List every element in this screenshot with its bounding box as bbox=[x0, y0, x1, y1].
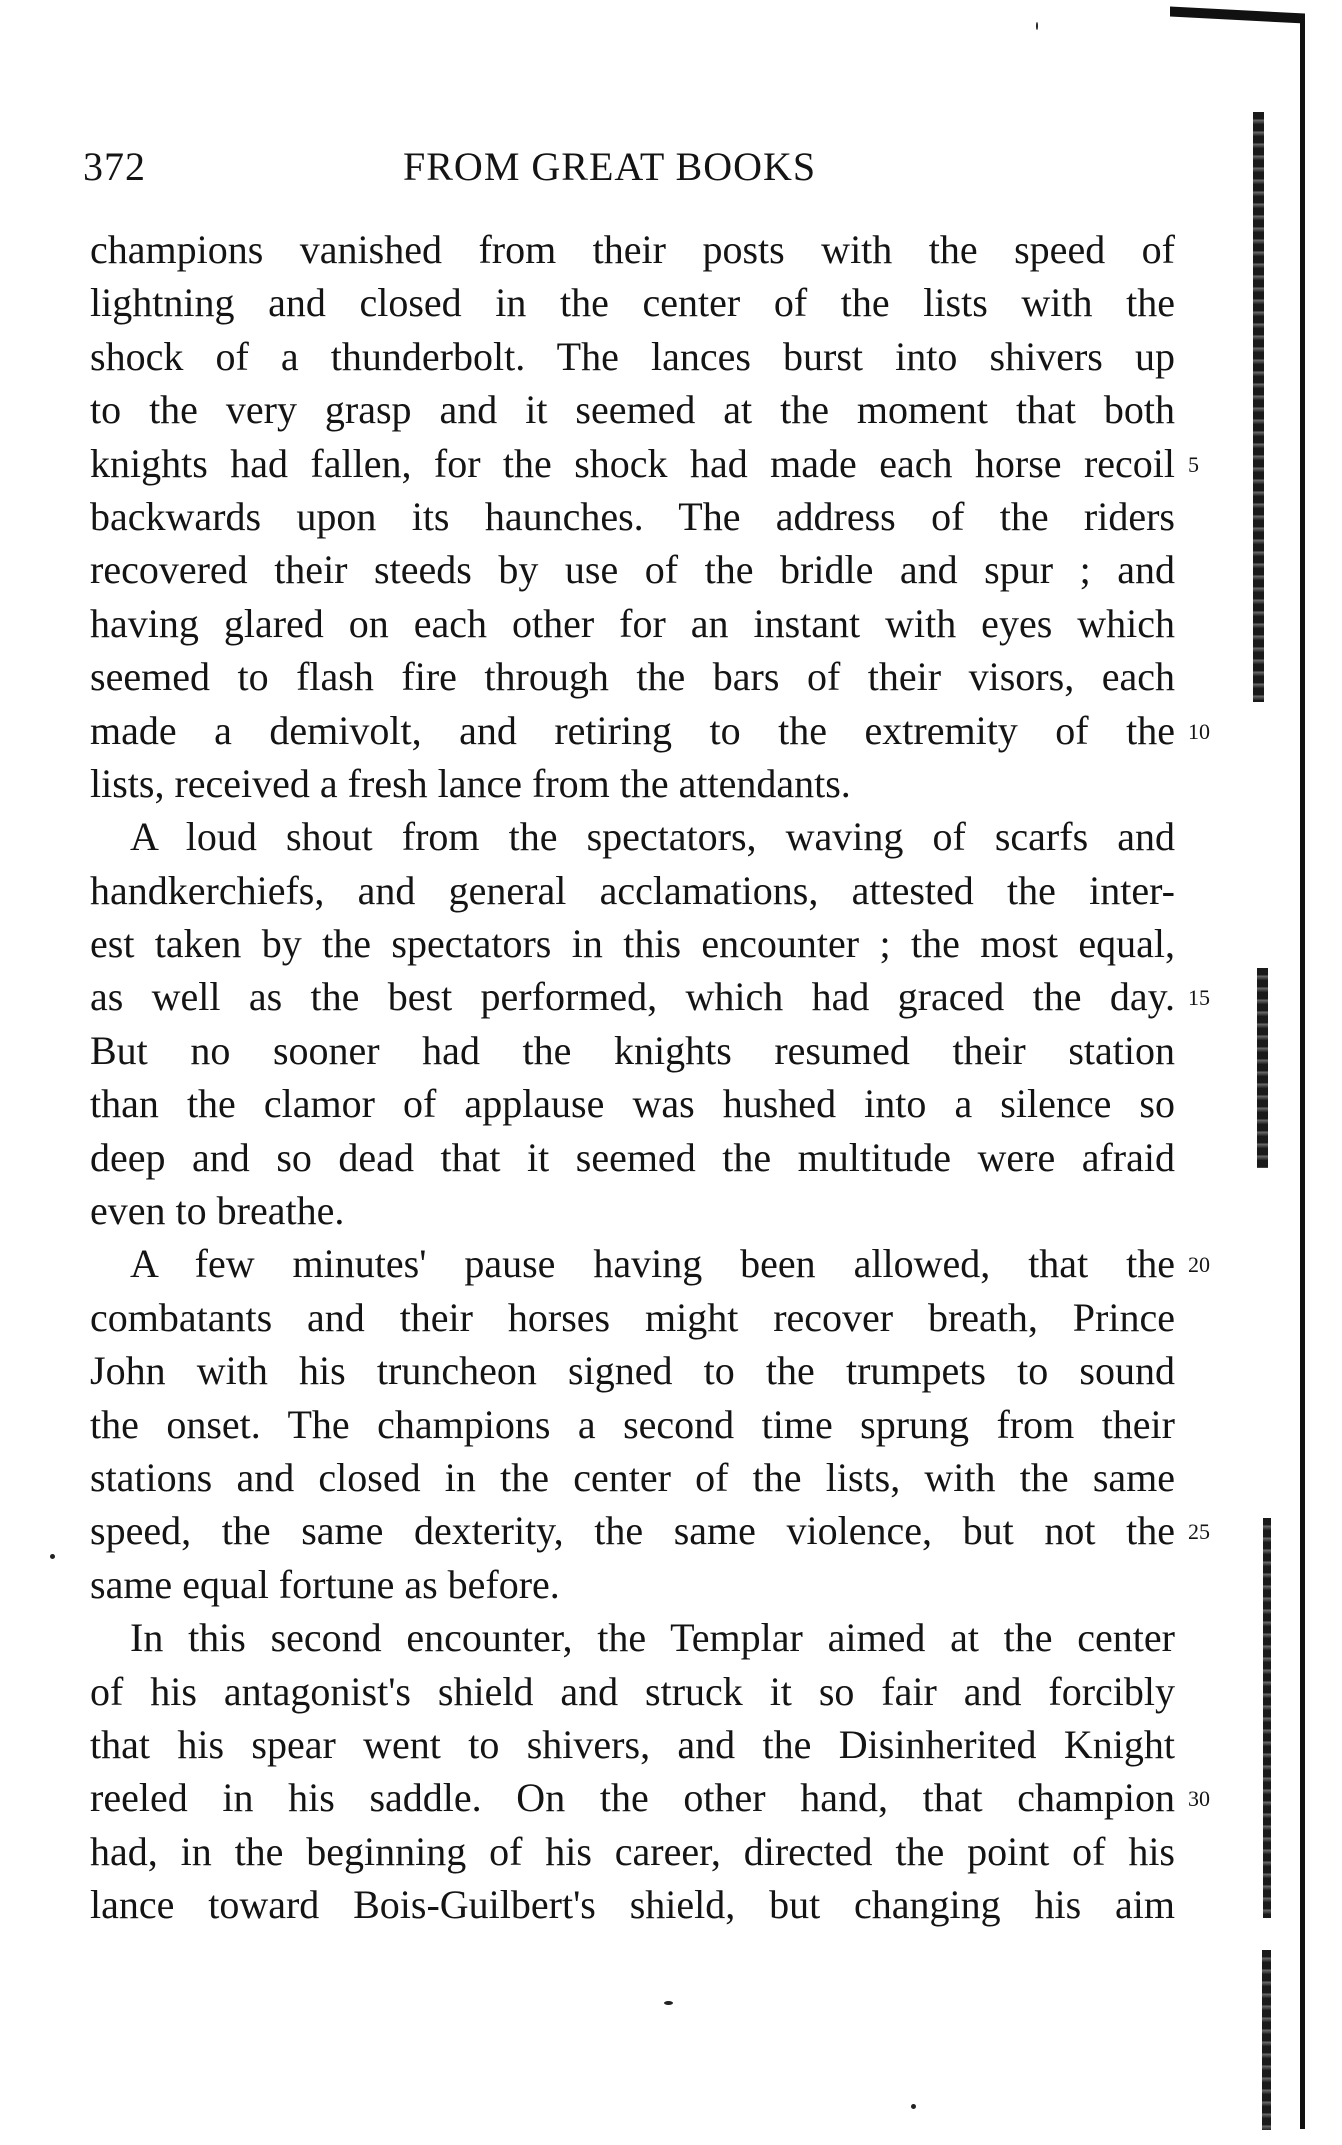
text-line: the onset. The champions a second time sprung from their bbox=[90, 1401, 1175, 1447]
text-line: A few minutes' pause having been allowed, that the 20 bbox=[130, 1241, 1210, 1287]
text-line: knights had fallen, for the shock had made each horse recoil 5 bbox=[90, 440, 1199, 486]
body-text bbox=[90, 223, 1210, 1932]
text-line: In this second encounter, the Templar aimed at the center bbox=[130, 1615, 1175, 1661]
text-line: John with his truncheon signed to the trumpets to sound bbox=[90, 1348, 1175, 1394]
text-line: backwards upon its haunches. The address of the riders bbox=[90, 493, 1175, 539]
scan-speck bbox=[1036, 22, 1038, 30]
page-number: 372 bbox=[83, 144, 146, 189]
text-line: est taken by the spectators in this encounter ; the most equal, bbox=[90, 921, 1175, 967]
line-number-marker: 25 bbox=[1188, 1519, 1210, 1545]
text-line: shock of a thunderbolt. The lances burst into shivers up bbox=[90, 333, 1175, 379]
scan-edge-artifact bbox=[1257, 968, 1268, 1168]
text-line: same equal fortune as before. bbox=[90, 1561, 560, 1607]
text-line: handkerchiefs, and general acclamations, attested the inter- bbox=[90, 867, 1175, 913]
text-line: recovered their steeds by use of the bridle and spur ; and bbox=[90, 547, 1175, 593]
text-line: lance toward Bois-Guilbert's shield, but changing his aim bbox=[90, 1882, 1175, 1928]
text-line: reeled in his saddle. On the other hand, that champion 30 bbox=[90, 1775, 1210, 1821]
text-line: stations and closed in the center of the lists, with the same bbox=[90, 1454, 1175, 1500]
scan-edge-artifact bbox=[1263, 1518, 1271, 1918]
text-line: lists, received a fresh lance from the attendants. bbox=[90, 760, 851, 806]
scan-edge-artifact bbox=[1262, 1950, 1271, 2130]
text-line: But no sooner had the knights resumed their station bbox=[90, 1027, 1175, 1073]
text-line: that his spear went to shivers, and the Disinherited Knight bbox=[90, 1721, 1175, 1767]
scan-speck bbox=[50, 1554, 55, 1559]
text-line: speed, the same dexterity, the same violence, but not the 25 bbox=[90, 1508, 1210, 1554]
text-line: to the very grasp and it seemed at the moment that both bbox=[90, 387, 1175, 433]
line-number-marker: 30 bbox=[1188, 1786, 1210, 1812]
line-number-marker: 10 bbox=[1188, 718, 1210, 744]
text-line: lightning and closed in the center of the lists with the bbox=[90, 280, 1175, 326]
text-line: of his antagonist's shield and struck it so fair and forcibly bbox=[90, 1668, 1175, 1714]
text-line: seemed to flash fire through the bars of their visors, each bbox=[90, 654, 1175, 700]
scan-edge-artifact bbox=[1170, 6, 1305, 23]
line-number-marker: 15 bbox=[1188, 985, 1210, 1011]
line-number-marker: 5 bbox=[1188, 451, 1199, 477]
text-line: had, in the beginning of his career, directed the point of his bbox=[90, 1828, 1175, 1874]
text-line: having glared on each other for an instant with eyes which bbox=[90, 600, 1175, 646]
scan-speck bbox=[664, 2001, 673, 2005]
text-line: than the clamor of applause was hushed into a silence so bbox=[90, 1081, 1175, 1127]
text-line: A loud shout from the spectators, waving of scarfs and bbox=[130, 814, 1175, 860]
text-line: even to breathe. bbox=[90, 1188, 345, 1234]
text-line: deep and so dead that it seemed the multitude were afraid bbox=[90, 1134, 1175, 1180]
running-head: FROM GREAT BOOKS bbox=[403, 144, 817, 189]
text-line: champions vanished from their posts with the speed of bbox=[90, 227, 1175, 272]
scan-edge-artifact bbox=[1253, 112, 1264, 702]
page-header bbox=[83, 140, 1183, 194]
text-line: combatants and their horses might recover breath, Prince bbox=[90, 1294, 1175, 1340]
scan-speck bbox=[911, 2104, 916, 2109]
scan-edge-artifact bbox=[1300, 14, 1305, 2129]
text-line: made a demivolt, and retiring to the extremity of the 10 bbox=[90, 707, 1210, 753]
text-line: as well as the best performed, which had graced the day. 15 bbox=[90, 974, 1210, 1020]
line-number-marker: 20 bbox=[1188, 1252, 1210, 1278]
